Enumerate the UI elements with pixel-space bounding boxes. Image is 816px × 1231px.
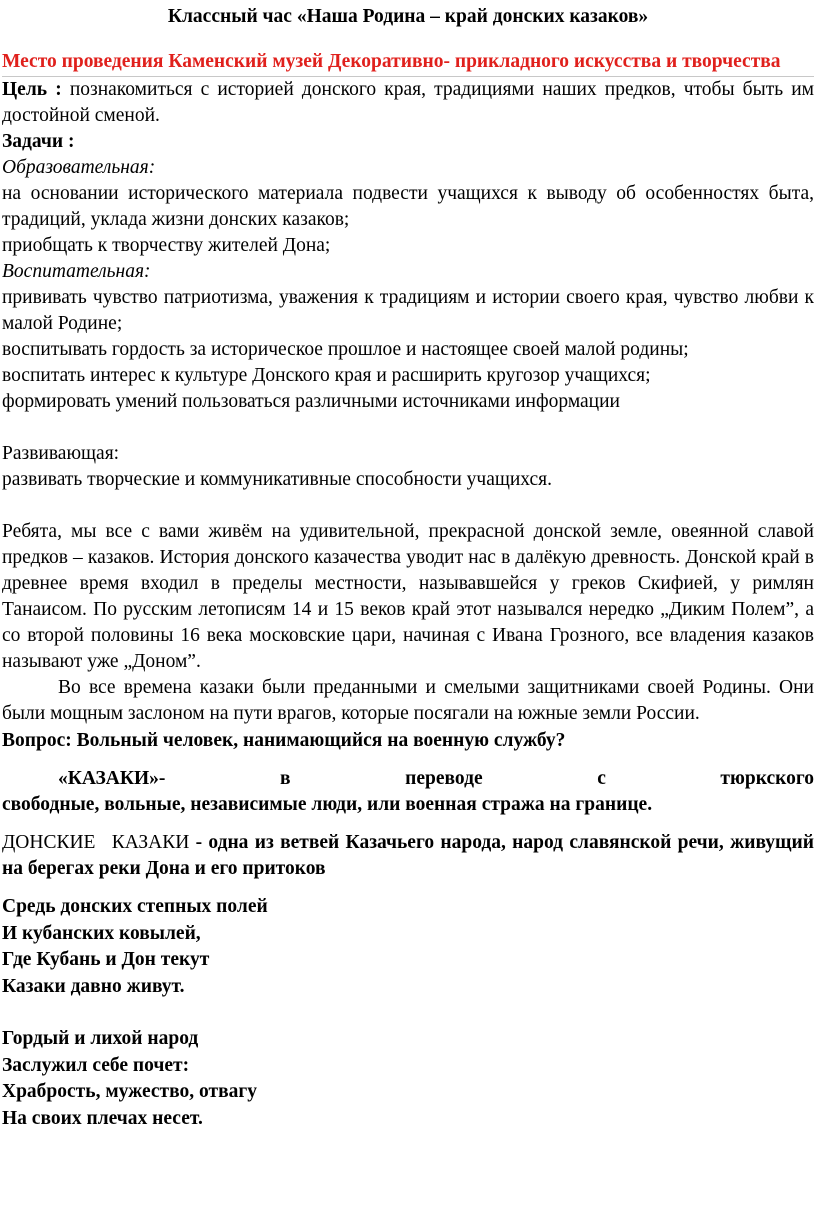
poem-line: Гордый и лихой народ — [2, 1028, 199, 1049]
venue-line: Место проведения Каменский музей Декоративно- прикладного искусства и творчества — [2, 50, 814, 77]
kazaki-word-1: «КАЗАКИ»- — [58, 768, 166, 789]
kazaki-definition-first-line — [2, 766, 814, 792]
tasks-label: Задачи : — [2, 131, 75, 152]
educational-item-1: на основании исторического материала подвести учащихся к выводу об особенностях быта, традиций, уклада жизни донских казаков; — [2, 183, 814, 230]
developing-heading: Развивающая: — [2, 443, 120, 464]
spacer — [2, 882, 814, 894]
spacer — [2, 1000, 814, 1026]
upbringing-item-2: воспитывать гордость за историческое прошлое и настоящее своей малой родины; — [2, 339, 689, 360]
poem-line: Средь донских степных полей — [2, 896, 268, 917]
intro-paragraph-1: Ребята, мы все с вами живём на удивительной, прекрасной донской земле, овеянной славой предков – казаков. История донского казачества уводит нас в далёкую древность. Донской край в древнее время входил в пределы местности, называвшейся у греков Скифией, у римлян Танаисом. По русским летописям 14 и 15 веков край этот назывался нередко „Диким Полем”, а со второй половины 16 века московские цари, начиная с Ивана Грозного, все владения казаков называют уже „Доном”. — [2, 521, 814, 672]
poem-line: Где Кубань и Дон текут — [2, 949, 210, 970]
poem-line: На своих плечах несет. — [2, 1107, 203, 1129]
spacer — [2, 493, 814, 519]
don-kazaki-term: ДОНСКИЕ КАЗАКИ — [2, 832, 190, 853]
question-line: Вопрос: Вольный человек, нанимающийся на военную службу? — [2, 730, 566, 751]
kazaki-word-2: в — [280, 768, 291, 789]
spacer — [2, 415, 814, 441]
poem-line: И кубанских ковылей, — [2, 922, 201, 944]
poem-line: Заслужил себе почет: — [2, 1054, 190, 1076]
poem-stanza-2 — [2, 1026, 814, 1132]
spacer — [2, 754, 814, 766]
goal-label: Цель : — [2, 79, 62, 100]
developing-item-1: развивать творческие и коммуникативные способности учащихся. — [2, 469, 552, 490]
educational-heading: Образовательная: — [2, 157, 156, 178]
poem-line: Казаки давно живут. — [2, 975, 185, 997]
poem-stanza-1 — [2, 894, 814, 1000]
educational-item-2: приобщать к творчеству жителей Дона; — [2, 235, 331, 256]
upbringing-heading: Воспитательная: — [2, 261, 151, 282]
upbringing-item-1: прививать чувство патриотизма, уважения к традициям и истории своего края, чувство любви к малой Родине; — [2, 287, 814, 334]
goal-paragraph — [2, 77, 814, 129]
don-kazaki-definition — [2, 830, 814, 882]
poem-line: Храбрость, мужество, отвагу — [2, 1081, 257, 1102]
kazaki-word-4: с — [597, 768, 606, 789]
upbringing-item-3: воспитать интерес к культуре Донского края и расширить кругозор учащихся; — [2, 365, 651, 386]
goal-text: познакомиться с историей донского края, традициями наших предков, чтобы быть им достойной сменой. — [2, 79, 815, 126]
upbringing-item-4: формировать умений пользоваться различными источниками информации — [2, 391, 620, 412]
document-title: Классный час «Наша Родина – край донских казаков» — [167, 6, 649, 27]
kazaki-definition-rest: свободные, вольные, независимые люди, или военная стража на границе. — [2, 794, 653, 815]
kazaki-word-5: тюркского — [720, 768, 814, 789]
intro-paragraph-2: Во все времена казаки были преданными и смелыми защитниками своей Родины. Они были мощным заслоном на пути врагов, которые посягали на южные земли России. — [2, 677, 814, 724]
don-kazaki-text: - одна из ветвей Казачьего народа, народ славянской речи, живущий на берегах реки Дона и его притоков — [2, 832, 814, 879]
spacer — [2, 818, 814, 830]
kazaki-word-3: переводе — [405, 768, 483, 789]
